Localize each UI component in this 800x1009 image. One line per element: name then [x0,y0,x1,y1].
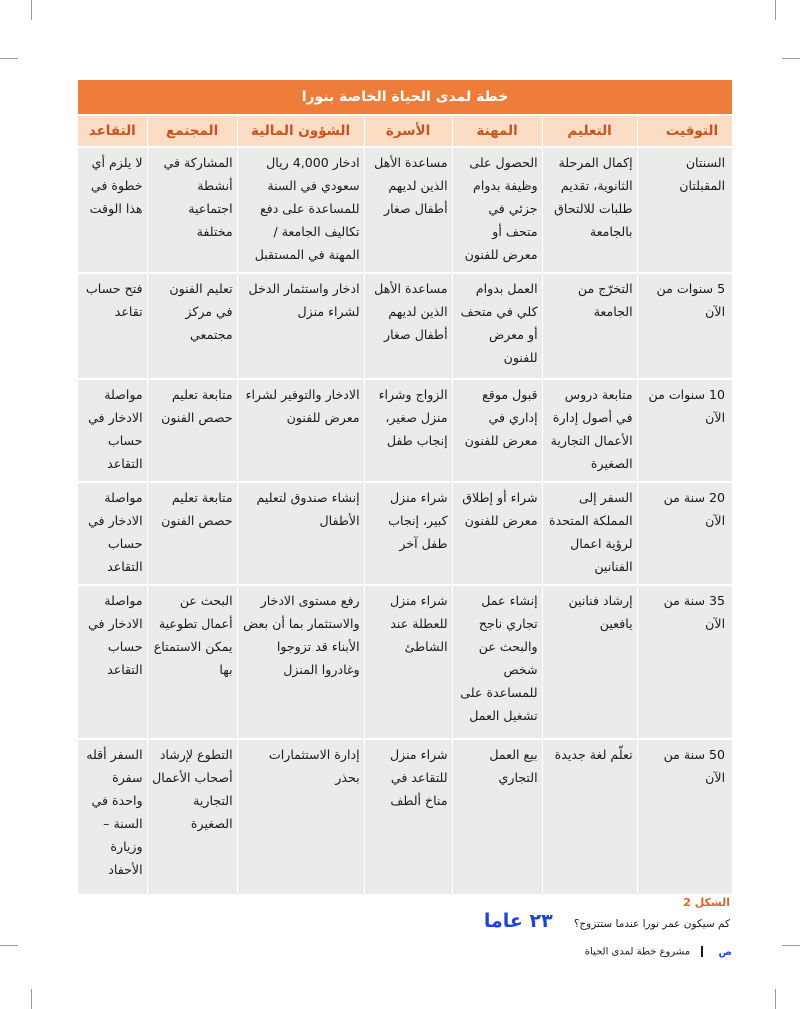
footer-section-title: مشروع خطة لمدى الحياة [584,946,691,958]
page-number: ص [718,946,732,958]
cell-education: التخرّج من الجامعة [542,273,637,379]
cell-time: 50 سنة من الآن [637,739,732,894]
cell-family: مساعدة الأهل الذين لديهم أطفال صغار [364,273,452,379]
cell-finance: إدارة الاستثمارات بحذر [237,739,364,894]
cell-family: الزواج وشراء منزل صغير، إنجاب طفل [364,379,452,482]
cell-education: تعلّم لغة جديدة [542,739,637,894]
page-footer [585,946,732,958]
cell-family: شراء منزل للعطلة عند الشاطئ [364,585,452,739]
question-text: كم سيكون عمر نورا عندما ستتزوج؟ [573,918,730,930]
cell-education: متابعة دروس في أصول إدارة الأعمال التجارية الصغيرة [542,379,637,482]
cell-career: قبول موقع إداري في معرض للفنون [452,379,542,482]
cell-education: إرشاد فنانين يافعين [542,585,637,739]
handwritten-answer: ٢٣ عاما [483,910,553,932]
column-header-family: الأسرة [364,115,452,147]
cell-finance: ادخار 4,000 ريال سعودي في السنة للمساعدة على دفع تكاليف الجامعة / المهنة في المستقبل [237,147,364,273]
cell-community: التطوع لإرشاد أصحاب الأعمال التجارية الصغيرة [147,739,237,894]
life-plan-table [78,78,732,894]
cell-career: شراء أو إطلاق معرض للفنون [452,482,542,585]
cell-community: متابعة تعليم حصص الفنون [147,379,237,482]
cell-family: شراء منزل كبير، إنجاب طفل آخر [364,482,452,585]
cell-education: إكمال المرحلة الثانوية، تقديم طلبات للالتحاق بالجامعة [542,147,637,273]
cell-retirement: السفر أقله سفرة واحدة في السنة – وزيارة الأحفاد [78,739,147,894]
column-header-career: المهنة [452,115,542,147]
crop-mark [775,0,776,20]
cell-community: متابعة تعليم حصص الفنون [147,482,237,585]
crop-mark [775,989,776,1009]
cell-finance: رفع مستوى الادخار والاستثمار بما أن بعض الأبناء قد تزوجوا وغادروا المنزل [237,585,364,739]
cell-retirement: مواصلة الادخار في حساب التقاعد [78,482,147,585]
cell-time: 10 سنوات من الآن [637,379,732,482]
cell-career: إنشاء عمل تجاري ناجح والبحث عن شخص للمساعدة على تشغيل العمل [452,585,542,739]
footer-divider [701,946,703,957]
cell-finance: الادخار والتوفير لشراء معرض للفنون [237,379,364,482]
cell-family: شراء منزل للتقاعد في مناخ ألطف [364,739,452,894]
cell-finance: إنشاء صندوق لتعليم الأطفال [237,482,364,585]
cell-retirement: مواصلة الادخار في حساب التقاعد [78,379,147,482]
crop-mark [782,58,800,59]
column-header-community: المجتمع [147,115,237,147]
crop-mark [31,0,32,20]
column-header-time: التوقيت [637,115,732,147]
cell-retirement: لا يلزم أي خطوة في هذا الوقت [78,147,147,273]
cell-retirement: فتح حساب تقاعد [78,273,147,379]
cell-family: مساعدة الأهل الذين لديهم أطفال صغار [364,147,452,273]
cell-career: الحصول على وظيفة بدوام جزئي في متحف أو معرض للفنون [452,147,542,273]
column-header-education: التعليم [542,115,637,147]
table-row [78,585,732,739]
cell-community: المشاركة في أنشطة اجتماعية مختلفة [147,147,237,273]
cell-career: العمل بدوام كلي في متحف أو معرض للفنون [452,273,542,379]
cell-community: البحث عن أعمال تطوعية يمكن الاستمتاع بها [147,585,237,739]
cell-retirement: مواصلة الادخار في حساب التقاعد [78,585,147,739]
cell-time: السنتان المقبلتان [637,147,732,273]
table-row [78,482,732,585]
crop-mark [782,945,800,946]
figure-caption [484,896,730,932]
cell-community: تعليم الفنون في مركز مجتمعي [147,273,237,379]
table-row [78,739,732,894]
crop-mark [31,989,32,1009]
table-title: خطة لمدى الحياة الخاصة بنورا [78,79,732,115]
cell-education: السفر إلى المملكة المتحدة لرؤية اعمال الفنانين [542,482,637,585]
cell-time: 5 سنوات من الآن [637,273,732,379]
table-row [78,379,732,482]
table-body [78,147,732,894]
cell-time: 20 سنة من الآن [637,482,732,585]
table-row [78,273,732,379]
figure-label: الشكل 2 [683,896,730,909]
crop-mark [0,58,18,59]
cell-finance: ادخار واستثمار الدخل لشراء منزل [237,273,364,379]
crop-mark [0,945,18,946]
table-header-row [78,115,732,147]
column-header-finance: الشؤون المالية [237,115,364,147]
question-line [484,910,730,932]
cell-time: 35 سنة من الآن [637,585,732,739]
column-header-retirement: التقاعد [78,115,147,147]
cell-career: بيع العمل التجاري [452,739,542,894]
table-row [78,147,732,273]
